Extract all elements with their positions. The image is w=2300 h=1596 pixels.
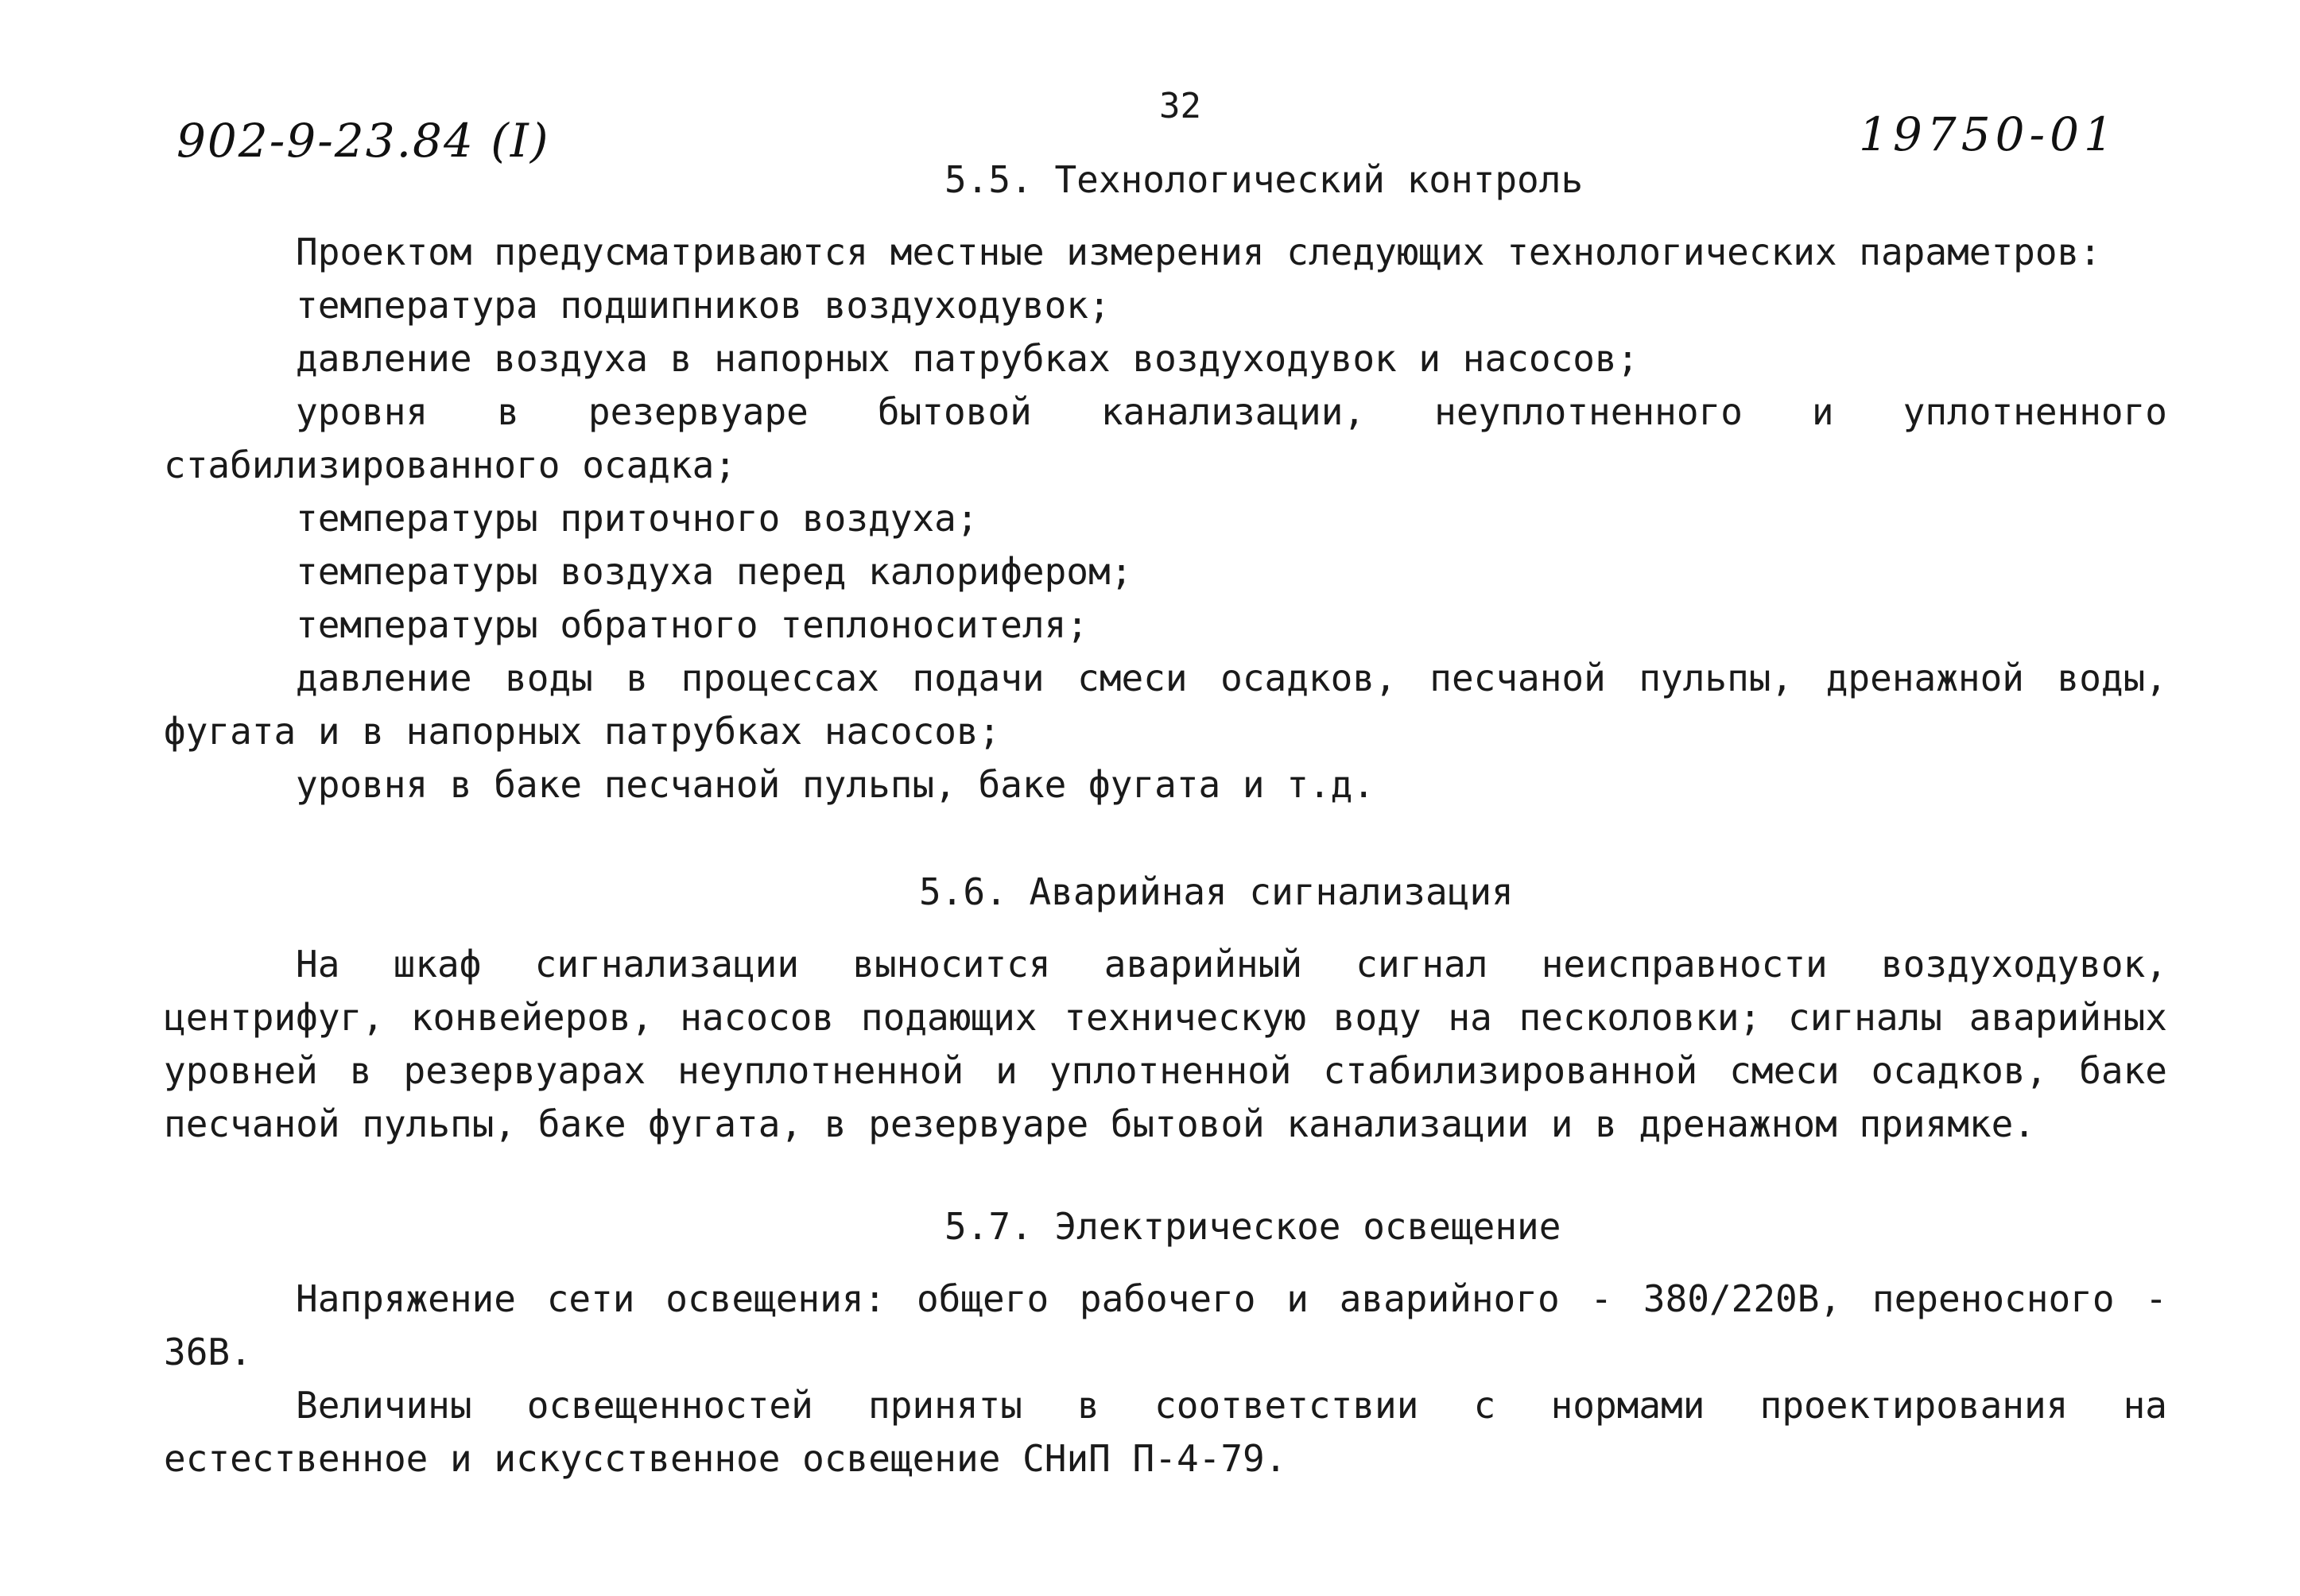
paragraph: температуры обратного теплоносителя; xyxy=(296,603,1088,646)
section-title-5-6: 5.6. Аварийная сигнализация xyxy=(919,870,1514,913)
paragraph: уровня в резервуаре бытовой канализации, неуплотненного и уплотненного стабилизированного осадка; xyxy=(164,390,2167,486)
document-code-left: 902-9-23.84 (I) xyxy=(176,114,550,168)
paragraph: Напряжение сети освещения: общего рабочего и аварийного - 380/220В, переносного - 36В. xyxy=(164,1277,2167,1373)
paragraph: Проектом предусматриваются местные измерения следующих технологических параметров: xyxy=(296,230,2101,273)
paragraph: температура подшипников воздуходувок; xyxy=(296,284,1111,327)
paragraph: давление воздуха в напорных патрубках воздуходувок и насосов; xyxy=(296,337,1639,380)
paragraph: уровня в баке песчаной пульпы, баке фугата и т.д. xyxy=(296,763,1375,806)
document-code-right: 19750-01 xyxy=(1859,107,2118,161)
page-number: 32 xyxy=(1159,86,1201,126)
paragraph: Величины освещенностей приняты в соответствии с нормами проектирования на естественное и искусственное освещение СНиП П-4-79. xyxy=(164,1384,2167,1480)
section-body-5-5 xyxy=(164,226,2167,812)
section-body-5-6 xyxy=(164,938,2167,1151)
paragraph: температуры приточного воздуха; xyxy=(296,497,979,540)
paragraph: На шкаф сигнализации выносится аварийный сигнал неисправности воздуходувок, центрифуг, конвейеров, насосов подающих техническую воду на песколовки; сигналы аварийных уровней в резервуарах неуплотненной и уплотненной стабилизированной смеси осадков, баке песчаной пульпы, баке фугата, в резервуаре бытовой канализации и в дренажном приямке. xyxy=(164,943,2167,1145)
paragraph: давление воды в процессах подачи смеси осадков, песчаной пульпы, дренажной воды, фугата и в напорных патрубках насосов; xyxy=(164,657,2167,753)
section-title-5-7: 5.7. Электрическое освещение xyxy=(944,1205,1561,1248)
section-title-5-5: 5.5. Технологический контроль xyxy=(944,158,1584,201)
paragraph: температуры воздуха перед калорифером; xyxy=(296,550,1133,593)
section-body-5-7 xyxy=(164,1273,2167,1486)
